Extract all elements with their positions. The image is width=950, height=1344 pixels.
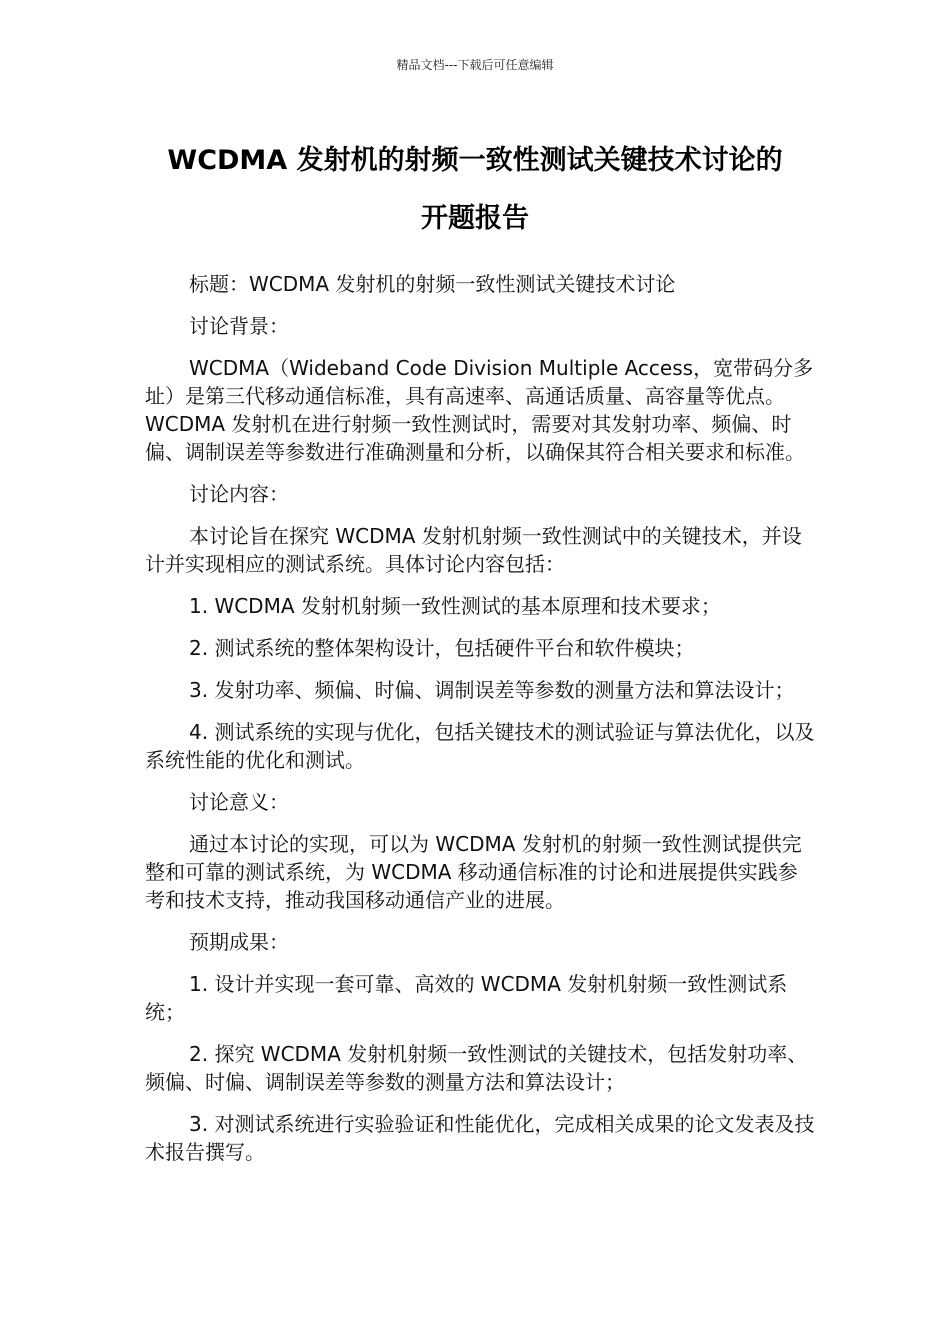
list-item-content-1: 1. WCDMA 发射机射频一致性测试的基本原理和技术要求； bbox=[189, 594, 721, 618]
page-header: 精品文档---下载后可任意编辑 bbox=[396, 58, 554, 72]
paragraph-content: 本讨论旨在探究 WCDMA 发射机射频一致性测试中的关键技术，并设计并实现相应的测试系统。具体讨论内容包括： bbox=[145, 524, 802, 576]
heading-expected-results: 预期成果： bbox=[189, 930, 289, 954]
list-item-result-2: 2. 探究 WCDMA 发射机射频一致性测试的关键技术，包括发射功率、频偏、时偏、调制误差等参数的测量方法和算法设计； bbox=[145, 1042, 808, 1094]
paragraph-subject: 标题：WCDMA 发射机的射频一致性测试关键技术讨论 bbox=[189, 272, 676, 296]
document-title-line-2: 开题报告 bbox=[421, 203, 529, 234]
list-item-result-3: 3. 对测试系统进行实验验证和性能优化，完成相关成果的论文发表及技术报告撰写。 bbox=[145, 1112, 815, 1164]
document-title-line-1: WCDMA 发射机的射频一致性测试关键技术讨论的 bbox=[167, 145, 783, 176]
list-item-content-3: 3. 发射功率、频偏、时偏、调制误差等参数的测量方法和算法设计； bbox=[189, 678, 795, 702]
list-item-content-2: 2. 测试系统的整体架构设计，包括硬件平台和软件模块； bbox=[189, 636, 695, 660]
paragraph-background: WCDMA（Wideband Code Division Multiple Access，宽带码分多址）是第三代移动通信标准，具有高速率、高通话质量、高容量等优点。WCDMA 发射机在进行射频一致性测试时，需要对其发射功率、频偏、时偏、调制误差等参数进行准确测量和分析，以确保其符合相关要求和标准。 bbox=[145, 356, 814, 464]
paragraph-significance: 通过本讨论的实现，可以为 WCDMA 发射机的射频一致性测试提供完整和可靠的测试系统，为 WCDMA 移动通信标准的讨论和进展提供实践参考和技术支持，推动我国移动通信产业的进展。 bbox=[145, 832, 802, 912]
list-item-result-1: 1. 设计并实现一套可靠、高效的 WCDMA 发射机射频一致性测试系统； bbox=[145, 972, 788, 1024]
heading-background: 讨论背景： bbox=[189, 314, 289, 338]
list-item-content-4: 4. 测试系统的实现与优化，包括关键技术的测试验证与算法优化，以及系统性能的优化和测试。 bbox=[145, 720, 815, 772]
document-body bbox=[145, 270, 817, 1180]
heading-significance: 讨论意义： bbox=[189, 790, 289, 814]
heading-content: 讨论内容： bbox=[189, 482, 289, 506]
